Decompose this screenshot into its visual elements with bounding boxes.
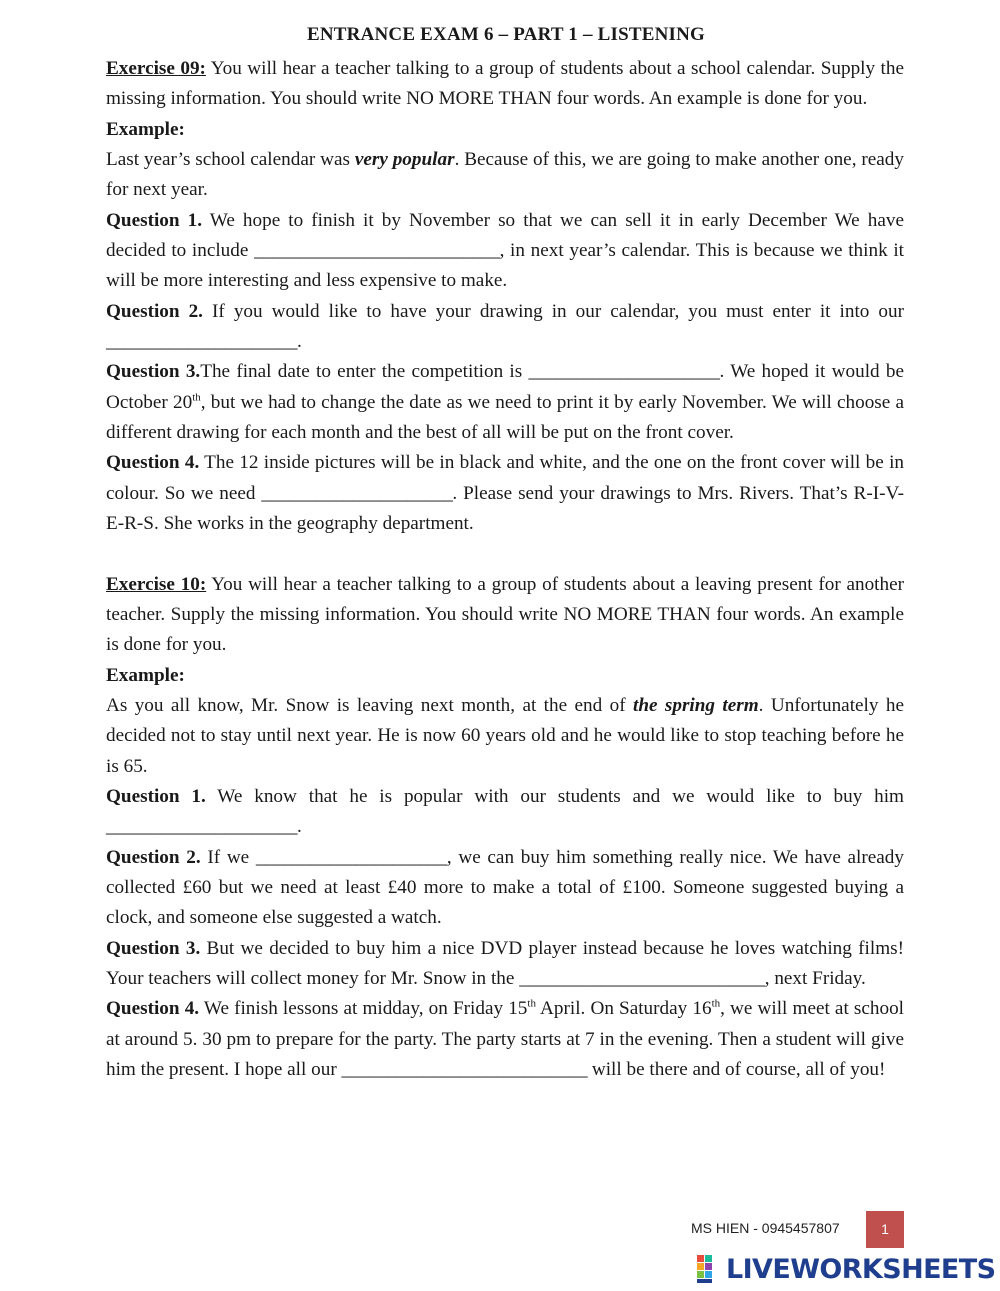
answer-blank[interactable]: _____________________ [255,846,447,868]
example-answer: the spring term [632,694,759,716]
exercise-09-label: Exercise 09: [106,58,206,79]
worksheet-body [106,54,904,1085]
exercise-09-question-4: Question 4. The 12 inside pictures will be in black and white, and the one on the front cover will be in colour. So we need _____________________. Please send your drawings to Mrs. Rivers. That’s R-I-V-E-R-S. She works in the geography department. [106,452,904,535]
brand-name: LIVEWORKSHEETS [726,1253,996,1285]
liveworksheets-logo-icon [696,1254,722,1284]
exercise-10-example: As you all know, Mr. Snow is leaving next month, at the end of the spring term. Unfortunately he decided not to stay until next year. He is now 60 years old and he would like to stop teaching before he is 65. [106,694,904,777]
exercise-09-question-2: Question 2. If you would like to have your drawing in our calendar, you must enter it into our _____________________. [106,300,904,353]
exercise-09-question-3: Question 3.The final date to enter the competition is _____________________. We hoped it would be October 20th, but we had to change the date as we need to print it by early November. We will choose a different drawing for each month and the best of all will be put on the front cover. [106,361,905,444]
liveworksheets-logo[interactable] [696,1252,995,1286]
exercise-10-question-1: Question 1. We know that he is popular with our students and we would like to buy him _____________________. [106,785,904,838]
exercise-10-question-2: Question 2. If we _____________________, we can buy him something really nice. We have already collected £60 but we need at least £40 more to make a total of £100. Someone suggested buying a clock, and someone else suggested a watch. [106,846,904,929]
footer-author: MS HIEN - 0945457807 [691,1220,840,1236]
answer-blank[interactable]: _____________________ [106,816,297,838]
answer-blank[interactable]: _____________________ [261,482,453,504]
exercise-09-question-1: Question 1. We hope to finish it by November so that we can sell it in early December We have decided to include ___________________________, in next year’s calendar. This is because we think it will be more interesting and less expensive to make. [106,209,904,292]
exercise-10-example-label: Example: [106,664,185,686]
answer-blank[interactable]: _____________________ [528,361,720,383]
exercise-09-example: Last year’s school calendar was very popular. Because of this, we are going to make another one, ready for next year. [106,149,904,201]
exercise-10-intro: Exercise 10: You will hear a teacher talking to a group of students about a leaving present for another teacher. Supply the missing information. You should write NO MORE THAN four words. An example is done for you. [106,573,904,656]
exercise-09-example-label: Example: [106,118,185,140]
exercise-10-question-4: Question 4. We finish lessons at midday, on Friday 15th April. On Saturday 16th, we will meet at school at around 5. 30 pm to prepare for the party. The party starts at 7 in the evening. Then a student will give him the present. I hope all our ___________________________ will be there and of course, all of you! [106,997,904,1080]
exercise-10-question-3: Question 3. But we decided to buy him a nice DVD player instead because he loves watching films! Your teachers will collect money for Mr. Snow in the ___________________________, next Friday. [106,937,904,989]
answer-blank[interactable]: _____________________ [106,331,297,353]
answer-blank[interactable]: ___________________________ [341,1059,588,1080]
page-number-badge: 1 [866,1211,904,1248]
exercise-10-label: Exercise 10: [106,573,207,595]
answer-blank[interactable]: ___________________________ [254,240,500,262]
page-title: ENTRANCE EXAM 6 – PART 1 – LISTENING [306,24,706,45]
example-answer: very popular [354,149,455,171]
answer-blank[interactable]: ___________________________ [519,967,765,989]
exercise-09-intro: Exercise 09: You will hear a teacher talking to a group of students about a school calendar. Supply the missing information. You should write NO MORE THAN four words. An example is done for you. [106,58,904,110]
section-spacer [106,540,904,570]
